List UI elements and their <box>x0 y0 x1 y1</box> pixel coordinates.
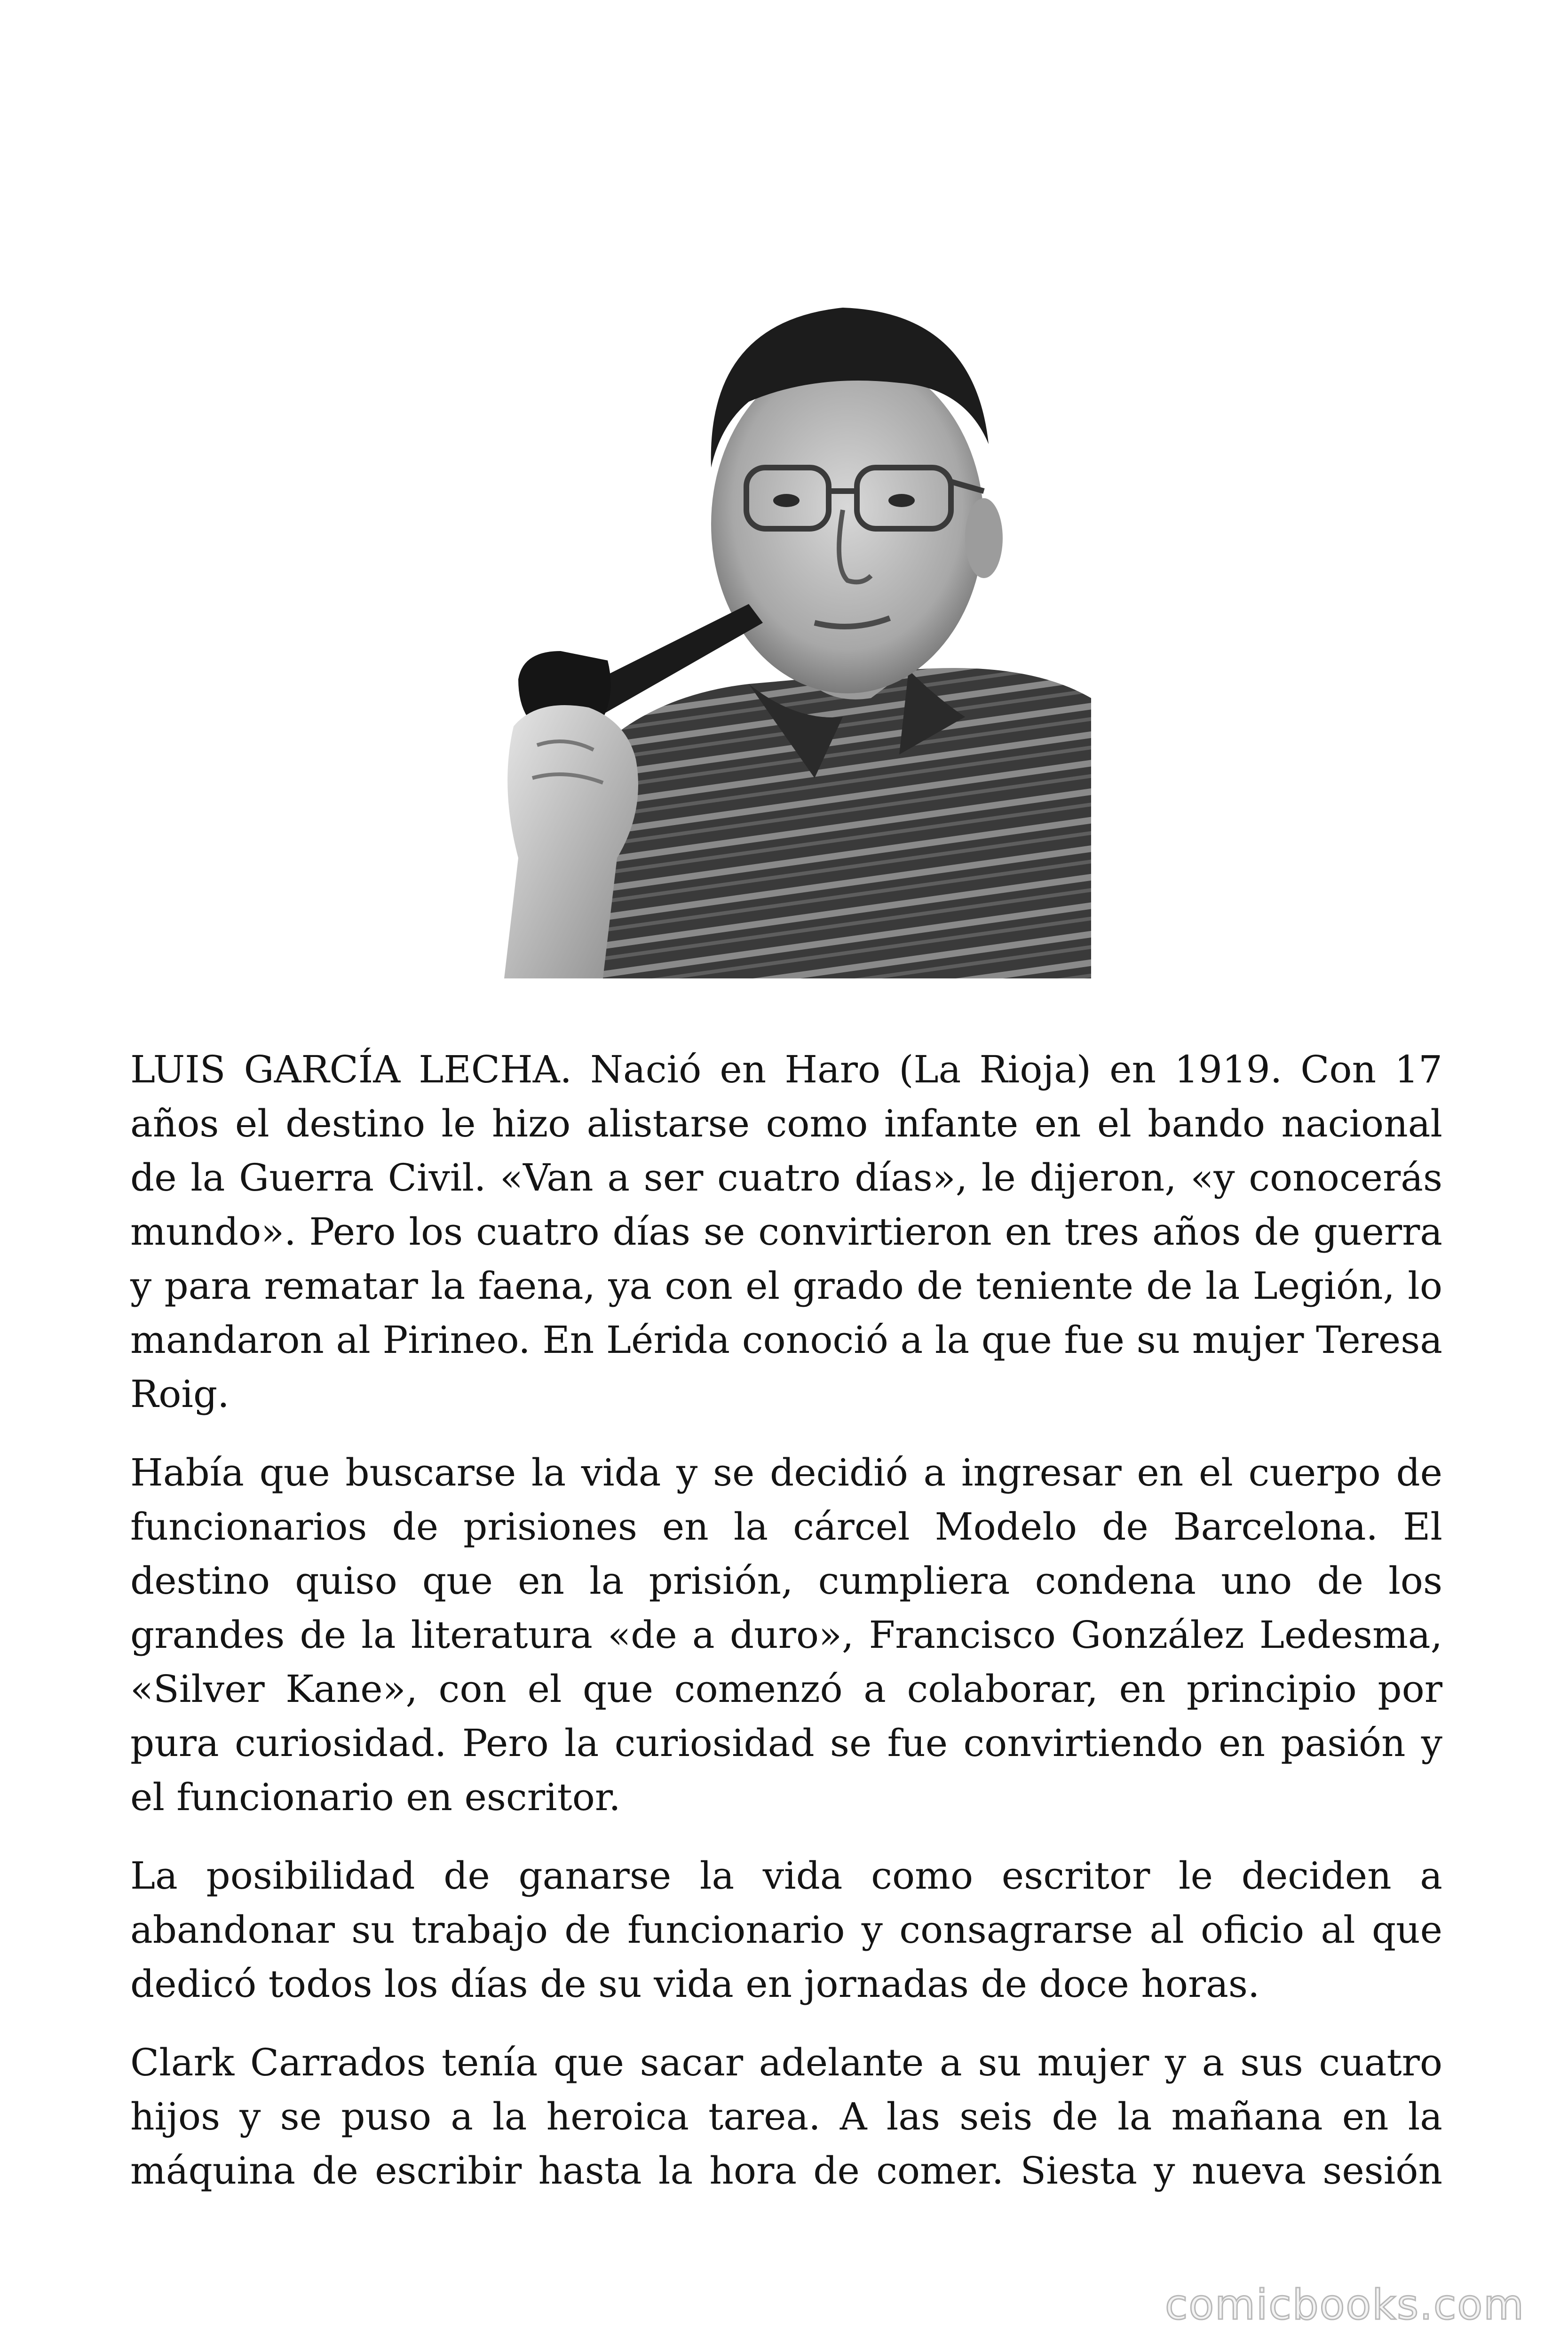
author-portrait-image <box>485 246 1091 978</box>
biography-paragraph-4: Clark Carrados tenía que sacar adelante a su mujer y a sus cuatro hijos y se puso a la heroica tarea. A las seis de la mañana en la máquina de escribir hasta la hora de comer. Siesta y nueva sesión <box>130 2041 1442 2193</box>
biography-paragraph-2: Había que buscarse la vida y se decidió a ingresar en el cuerpo de funcionarios de prisiones en la cárcel Modelo de Barcelona. El destino quiso que en la prisión, cumpliera condena uno de los grandes de la literatura «de a duro», Francisco González Ledesma, «Silver Kane», con el que comenzó a colaborar, en principio por pura curiosidad. Pero la curiosidad se fue convirtiendo en pasión y el funcionario en escritor. <box>130 1451 1442 1819</box>
biography-text <box>130 1042 1442 2222</box>
author-photo <box>485 246 1091 978</box>
biography-paragraph-1: LUIS GARCÍA LECHA. Nació en Haro (La Rioja) en 1919. Con 17 años el destino le hizo alistarse como infante en el bando nacional de la Guerra Civil. «Van a ser cuatro días», le dijeron, «y conocerás mundo». Pero los cuatro días se convirtieron en tres años de guerra y para rematar la faena, ya con el grado de teniente de la Legión, lo mandaron al Pirineo. En Lérida conoció a la que fue su mujer Teresa Roig. <box>130 1048 1442 1416</box>
biography-paragraph-3: La posibilidad de ganarse la vida como escritor le deciden a abandonar su trabajo de funcionario y consagrarse al oficio al que dedicó todos los días de su vida en jornadas de doce horas. <box>130 1854 1442 2006</box>
watermark: comicbooks.com <box>1164 2280 1525 2329</box>
